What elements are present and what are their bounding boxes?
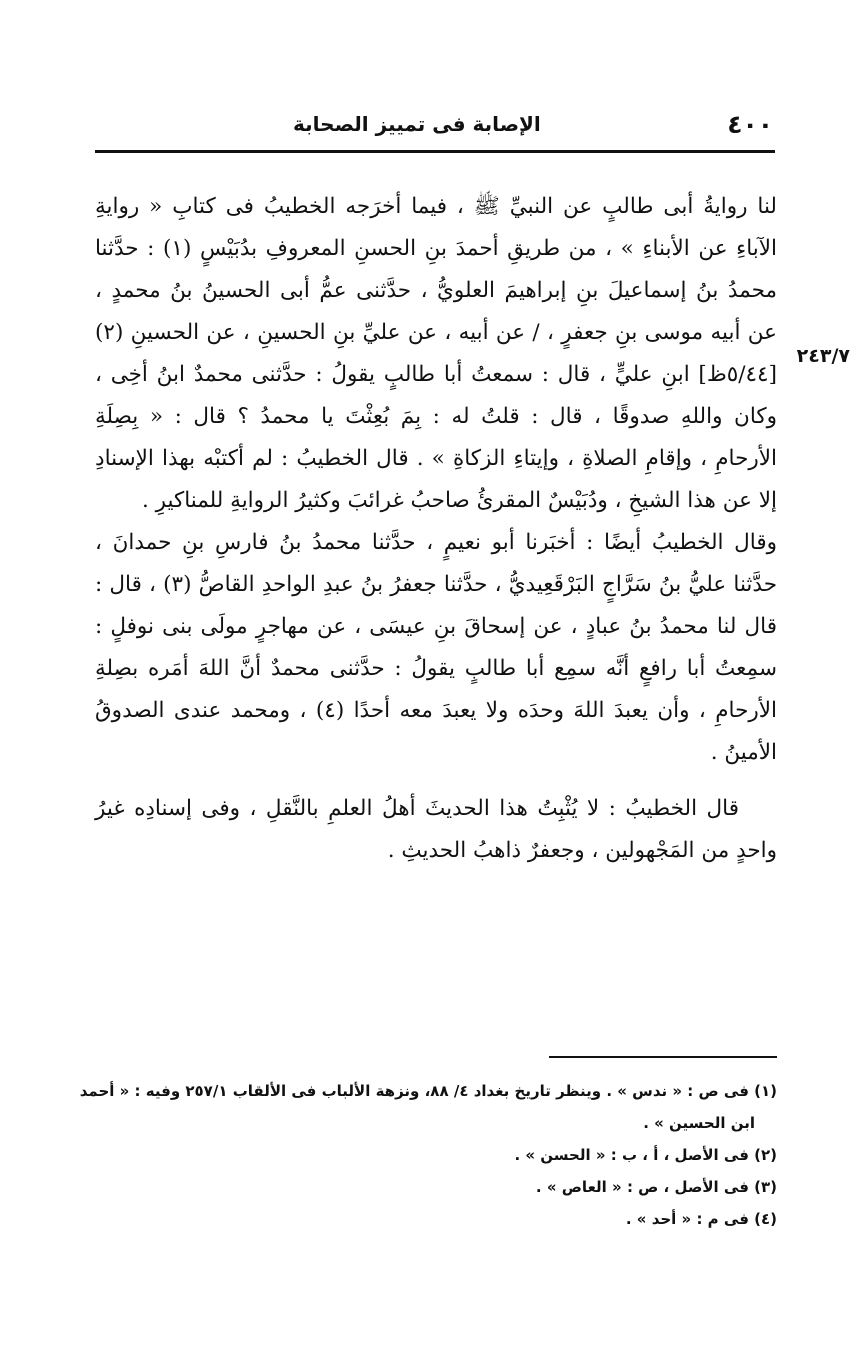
page-number: ٤٠٠: [727, 109, 773, 139]
text-line: قال لنا محمدُ بنُ عبادٍ ، عن إسحاقَ بنِ عيسَى ، عن مهاجرٍ مولَى بنى نوفلٍ :: [95, 614, 777, 639]
text-line: إلا عن هذا الشيخِ ، ودُبَيْسٌ المقرئُ صاحبُ غرائبَ وكثيرُ الروايةِ للمناكيرِ .: [141, 488, 777, 513]
footnote: (٢) فى الأصل ، أ ، ب : « الحسن » .: [514, 1146, 777, 1164]
text-line: الآباءِ عن الأبناءِ » ، من طريقِ أحمدَ بنِ الحسنِ المعروفِ بدُبَيْسٍ (١) : حدَّثنا: [95, 236, 777, 261]
text-line: لنا روايةُ أبى طالبٍ عن النبيِّ ﷺ ، فيما أخرَجه الخطيبُ فى كتابِ « روايةِ: [95, 194, 777, 219]
footnote: (٤) فى م : « أحد » .: [625, 1210, 777, 1228]
text-line: الأرحامِ ، وأن يعبدَ اللهَ وحدَه ولا يعبدَ معه أحدًا (٤) ، ومحمد عندى الصدوقُ: [95, 698, 777, 723]
header-divider: [95, 150, 775, 153]
margin-reference: ٢٤٣/٧: [796, 345, 850, 367]
footnote: (١) فى ص : « ندس » . وينظر تاريخ بغداد ٤/ ٨٨، ونزهة الألباب فى الألقاب ٢٥٧/١ وفيه : « أحمد: [79, 1082, 777, 1100]
text-line: حدَّثنا عليُّ بنُ سَرَّاجٍ البَرْقَعِيديُّ ، حدَّثنا جعفرُ بنُ عبدِ الواحدِ القاصُّ (٣) ، قال :: [95, 572, 777, 597]
main-text: [95, 186, 777, 872]
running-title: الإصابة فى تمييز الصحابة: [293, 112, 541, 136]
text-line: [٥/٤٤ظ] ابنِ عليٍّ ، قال : سمعتُ أبا طالبٍ يقولُ : حدَّثنى محمدٌ ابنُ أخِى ،: [95, 362, 777, 387]
page-header: [95, 104, 775, 144]
footnotes: [79, 1075, 777, 1235]
text-line: سمِعتُ أبا رافعٍ أنَّه سمِع أبا طالبٍ يقولُ : حدَّثنى محمدٌ أنَّ اللهَ أمَره بصِلةِ: [95, 656, 777, 681]
text-line: واحدٍ من المَجْهولين ، وجعفرٌ ذاهبُ الحديثِ .: [387, 838, 777, 863]
text-line: الأمينُ .: [710, 740, 777, 765]
text-line: محمدُ بنُ إسماعيلَ بنِ إبراهيمَ العلويُّ ، حدَّثنى عمُّ أبى الحسينُ بنُ محمدٍ ،: [95, 278, 777, 303]
footnote-divider: [549, 1056, 777, 1058]
footnote: (٣) فى الأصل ، ص : « العاص » .: [535, 1178, 777, 1196]
text-line: قال الخطيبُ : لا يُثْبِتُ هذا الحديثَ أهلُ العلمِ بالنَّقلِ ، وفى إسنادِه غيرُ: [95, 796, 739, 821]
text-line: وقال الخطيبُ أيضًا : أخبَرنا أبو نعيمٍ ، حدَّثنا محمدُ بنُ فارسِ بنِ حمدانَ ،: [95, 530, 777, 555]
footnote-continuation: ابن الحسين » .: [643, 1114, 755, 1132]
text-line: الأرحامِ ، وإقامِ الصلاةِ ، وإيتاءِ الزكاةِ » . قال الخطيبُ : لم أكتبْه بهذا الإسنادِ: [95, 446, 777, 471]
text-line: عن أبيه موسى بنِ جعفرٍ ، / عن أبيه ، عن عليِّ بنِ الحسينِ ، عن الحسينِ (٢): [95, 320, 777, 345]
text-line: وكان واللهِ صدوقًا ، قال : قلتُ له : بِمَ بُعِثْتَ يا محمدُ ؟ قال : « بِصِلَةِ: [95, 404, 777, 429]
